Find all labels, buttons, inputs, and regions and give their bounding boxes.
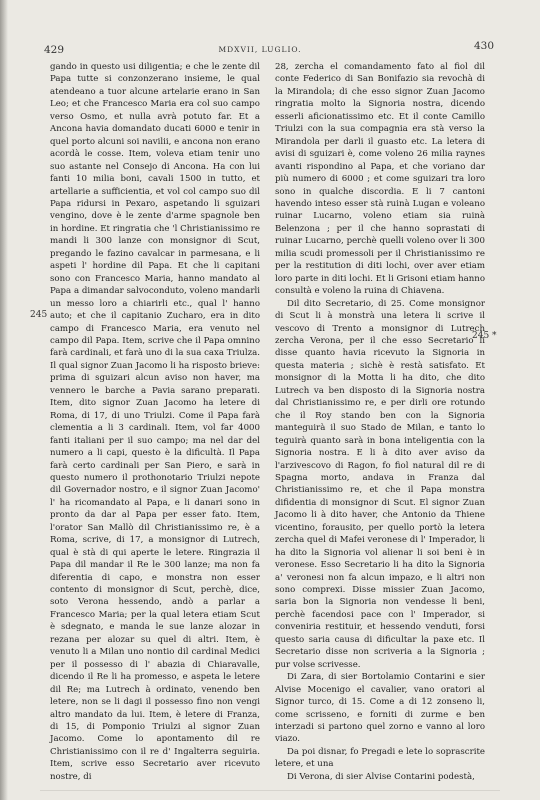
- page-number-left: 429: [44, 44, 65, 56]
- page-number-right: 430: [473, 40, 494, 52]
- paragraph: Da poi disnar, fo Pregadi e lete lo soprascrite letere, et una: [275, 746, 485, 770]
- paragraph: Dil dito Secretario, di 25. Come monsignor di Scut li à monstrà una letera li scrive il vescovo di Trento a monsignor di Lutrech zercha Verona, per il che esso Secretario li disse quanto havia ricevuto la Signoria in questa materia ; sichè è restà satisfato. Et monsignor di la Motta li ha dito, che dito Lutrech va ben disposto di la Signoria nostra dal Christianissimo re, e per dirli ore rotundo che il Roy stando ben con la Signoria manteguirà il suo Stado de Milan, e tanto lo teguirà quanto sarà in bona inteligentia con la Signoria nostra. E li à dito aver aviso da l'arzivescovo di Ragon, fo fiol natural dil re di Spagna morto, andava in Franza dal Christianissimo re, et che il Papa monstra difidentia di monsignor di Scut. El signor Zuan Jacomo li à dito haver, che Antonio da Thiene vicentino, forausito, per quello portò la letera zercha quel di Mafei veronese di l' Imperador, li ha dito la Signoria vol alienar li soi beni è in veronese. Esso Secretario li ha dito la Signoria a' veronesi non fa alcun impazo, e li altri non sono comprexi. Disse missier Zuan Jacomo, saria bon la Signoria non vendesse li beni, perchè facendosi pace con l' Imperador, si conveniria restituir, et hessendo venduti, forsi questo saria causa di dificultar la paxe etc. Il Secretario disse non scriveria a la Signoria ; pur volse scrivesse.: [275, 298, 485, 670]
- margin-number-right: 245 *: [472, 331, 497, 341]
- right-column: [275, 61, 485, 783]
- paragraph: Di Verona, di sier Alvise Contarini podestà,: [287, 771, 475, 782]
- left-column: [50, 61, 260, 783]
- page-gutter: [0, 0, 8, 800]
- paragraph: 28, zercha el comandamento fato al fiol dil conte Federico di San Bonifazio sia revochà di la Mirandola; di che esso signor Zuan Jacomo ringratia molto la Signoria nostra, dicendo esserli aficionatissimo etc. Et il conte Camillo Triulzi con la sua compagnia era stà verso la Mirandola per darli il guasto etc. La letera di avisi di sguizari è, come voleno 26 milia raynes avanti rispondino al Papa, et che voriano dar più numero di 6000 ; et come sguizari tra loro sono in qualche discordia. E li 7 cantoni havendo inteso esser stà ruinà Lugan e voleano ruinar Lucarno, voleno etiam sia ruinà Belenzona ; per il che hanno soprastati di ruinar Lucarno, perchè quelli voleno over li 300 milia scudi promessoli per il Christianissimo re per la restitution di diti lochi, over aver etiam loro parte in diti lochi. Et li Grisoni etiam hanno consultà e voleno la ruina di Chiavena.: [275, 62, 485, 297]
- paragraph: Di Zara, di sier Bortolamio Contarini e sier Alvise Mocenigo el cavalier, vano oratori al Signor turco, di 15. Come a di 12 zonseno li, come scrisseno, e forniti di zurme e ben interzadi si partono quel zorno e vanno al loro viazo.: [275, 672, 485, 745]
- running-title: MDXVII, LUGLIO.: [218, 45, 302, 54]
- running-header: [44, 40, 494, 56]
- divider: [40, 790, 500, 791]
- margin-number-left: 245: [30, 310, 48, 320]
- paragraph: gando in questo usi diligentia; e che le zente dil Papa tutte si conzonzerano insieme, le qual atendeano a tuor alcune artelarie erano in San Leo; et che Francesco Maria era col suo campo verso Osmo, et nulla avrà potuto far. Et a Ancona havia domandato ducati 6000 e tenir in quel porto alcuni soi navilii, e ancona non erano acordà le cosse. Item, voleva etiam tenir uno suo astante nel Consejo di Ancona. Ha con lui fanti 10 milia boni, cavali 1500 in tutto, et artellarie a sufficientia, et vol col campo suo dil Papa ridursi in Pexaro, aspetando li sguizari vengino, dove è le zente d'arme spagnole ben in hordine. Et ringratia che 'l Christianissimo re mandi li 300 lanze con monsignor di Scut, pregando le fazino cavalcar in parmesana, e li aspeti l' hordine dil Papa. Et che li capitani sono con Francesco Maria, hanno mandato al Papa a dimandar salvoconduto, voleno mandarli un messo loro a chiarirli etc., qual l' hanno auto; et che il capitanio Zucharo, era in dito campo di Francesco Maria, era venuto nel campo dil Papa. Item, scrive che il Papa omnino farà cardinali, et farà uno di la sua caxa Triulza. Il qual signor Zuan Jacomo li ha risposto brieve: prima di sguizari alcun aviso non haver, ma vennero le barche a Pavia sarano preparati. Item, dito signor Zuan Jacomo ha letere di Roma, di 17, di uno Triulzi. Come il Papa farà clementia a li 3 cardinali. Item, vol far 4000 fanti italiani per il suo campo; ma nel dar del numero a li capi, questo è la dificultà. Il Papa farà certo cardinali per San Piero, e sarà in questo numero il prothonotario Triulzi nepote dil Governador nostro, e il signor Zuan Jacomo' l' ha ricomandato al Papa, e li danari sono in pronto da dar al Papa per esser fato. Item, l'orator San Mallò dil Christianissimo re, è a Roma, scrive, di 17, a monsignor di Lutrech, qual è stà di qui aperte le letere. Ringrazia il Papa dil mandar il Re le 300 lanze; ma non fa diferentia di capo, e monstra non esser contento di monsignor di Scut, perchè, dice, soto Verona hessendo, andò a parlar a Francesco Maria; per la qual letera etiam Scut è sdegnato, e manda le sue lanze alozar in rezana per alozar su quel di altri. Item, è venuto li a Milan uno nontio dil cardinal Medici per il possesso di l' abazia di Chiaravalle, dicendo il Re li ha promesso, e aspeta le letere dil Re; ma Lutrech à ordinato, venendo ben letere, non se li dagi il possesso fino non vengi altro mandato da lui. Item, è letere di Franza, di 15, di Pomponio Triulzi al signor Zuan Jacomo. Come lo apontamento dil re Christianissimo con il re d' Ingalterra seguiria. Item, scrive esso Secretario aver ricevuto nostre, di: [50, 62, 260, 782]
